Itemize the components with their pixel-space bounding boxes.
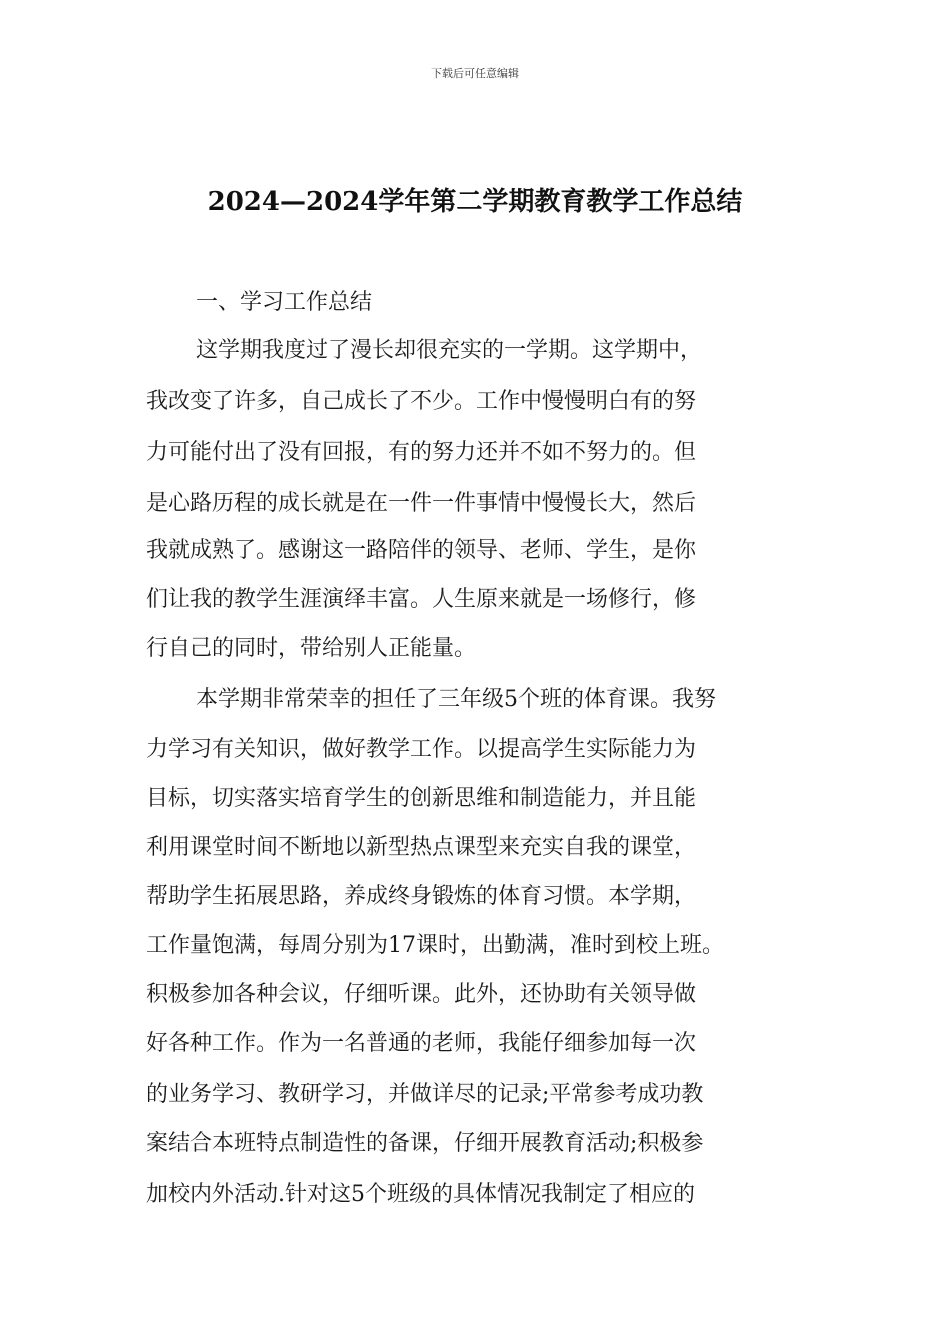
paragraph-line: 们让我的教学生涯演绎丰富。人生原来就是一场修行，修 — [146, 587, 697, 612]
paragraph-line: 目标，切实落实培育学生的创新思维和制造能力，并且能 — [146, 786, 697, 811]
paragraph-line: 我改变了许多，自己成长了不少。工作中慢慢明白有的努 — [146, 389, 697, 414]
section-heading: 一、学习工作总结 — [196, 290, 373, 315]
paragraph-line: 积极参加各种会议，仔细听课。此外，还协助有关领导做 — [146, 982, 697, 1007]
paragraph-line: 案结合本班特点制造性的备课，仔细开展教育活动;积极参 — [146, 1131, 704, 1156]
paragraph-line: 力可能付出了没有回报，有的努力还并不如不努力的。但 — [146, 440, 697, 465]
paragraph-line: 行自己的同时，带给别人正能量。 — [146, 636, 477, 661]
paragraph-line: 帮助学生拓展思路，养成终身锻炼的体育习惯。本学期， — [146, 884, 697, 909]
document-title: 2024—2024学年第二学期教育教学工作总结 — [207, 187, 743, 217]
paragraph-line: 这学期我度过了漫长却很充实的一学期。这学期中， — [196, 338, 703, 363]
paragraph-line: 的业务学习、教研学习，并做详尽的记录;平常参考成功教 — [146, 1082, 704, 1107]
paragraph-line: 我就成熟了。感谢这一路陪伴的领导、老师、学生，是你 — [146, 538, 697, 563]
paragraph-line: 是心路历程的成长就是在一件一件事情中慢慢长大，然后 — [146, 491, 697, 516]
page-header-note: 下载后可任意编辑 — [431, 67, 519, 80]
paragraph-line: 力学习有关知识，做好教学工作。以提高学生实际能力为 — [146, 737, 697, 762]
paragraph-line: 本学期非常荣幸的担任了三年级5个班的体育课。我努 — [196, 687, 716, 712]
paragraph-line: 加校内外活动.针对这5个班级的具体情况我制定了相应的 — [146, 1182, 695, 1207]
paragraph-line: 工作量饱满，每周分别为17课时，出勤满，准时到校上班。 — [146, 933, 724, 958]
paragraph-line: 利用课堂时间不断地以新型热点课型来充实自我的课堂， — [146, 835, 697, 860]
paragraph-line: 好各种工作。作为一名普通的老师，我能仔细参加每一次 — [146, 1031, 697, 1056]
